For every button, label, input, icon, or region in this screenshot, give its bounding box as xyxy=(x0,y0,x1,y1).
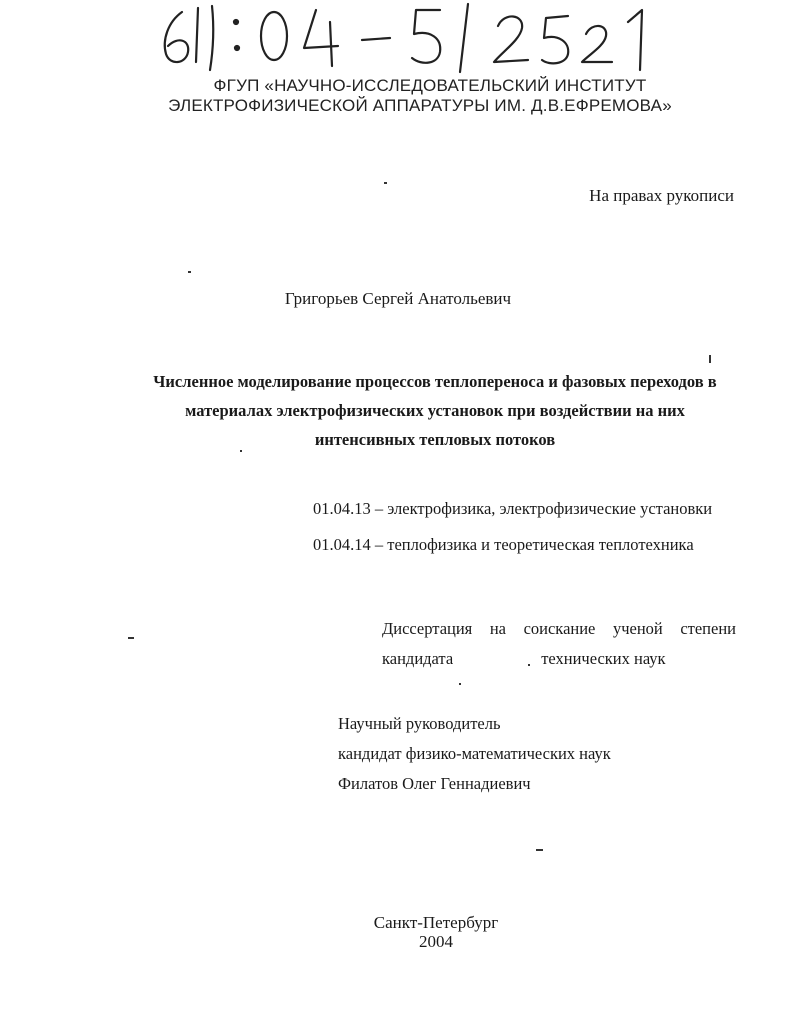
scan-speck xyxy=(188,271,191,273)
specialty-1: 01.04.13 – электрофизика, электрофизические установки xyxy=(313,499,713,518)
advisor-role: Научный руководитель xyxy=(338,714,501,733)
scan-speck xyxy=(528,664,530,666)
organization-line-2: ЭЛЕКТРОФИЗИЧЕСКОЙ АППАРАТУРЫ ИМ. Д.В.ЕФРЕМОВА» xyxy=(168,96,672,115)
advisor-name: Филатов Олег Геннадиевич xyxy=(338,774,531,793)
scan-speck xyxy=(128,637,134,639)
scan-speck xyxy=(709,355,711,363)
scan-speck xyxy=(536,849,543,851)
degree-candidate: кандидата xyxy=(382,649,454,668)
year: 2004 xyxy=(419,932,453,951)
dissertation-title xyxy=(110,367,760,454)
advisor-degree: кандидат физико-математических наук xyxy=(338,744,611,763)
title-line-2: материалах электрофизических установок при воздействии на них xyxy=(185,401,685,420)
scan-speck xyxy=(459,683,461,685)
scan-speck xyxy=(240,450,242,452)
title-line-3: интенсивных тепловых потоков xyxy=(314,430,556,449)
handwritten-archive-number xyxy=(150,0,670,75)
title-line-1: Численное моделирование процессов теплопереноса и фазовых переходов в xyxy=(153,372,717,391)
organization-line-1: ФГУП «НАУЧНО-ИССЛЕДОВАТЕЛЬСКИЙ ИНСТИТУТ xyxy=(213,76,647,95)
degree-field: технических наук xyxy=(541,649,666,668)
manuscript-note: На правах рукописи xyxy=(589,186,734,205)
dissertation-degree-line-2 xyxy=(382,649,736,669)
author-name: Григорьев Сергей Анатольевич xyxy=(284,289,512,308)
dissertation-degree-line-1: Диссертация на соискание ученой степени xyxy=(382,619,736,638)
scan-speck xyxy=(384,182,387,184)
city: Санкт-Петербург xyxy=(373,913,499,932)
specialty-2: 01.04.14 – теплофизика и теоретическая теплотехника xyxy=(313,535,694,554)
